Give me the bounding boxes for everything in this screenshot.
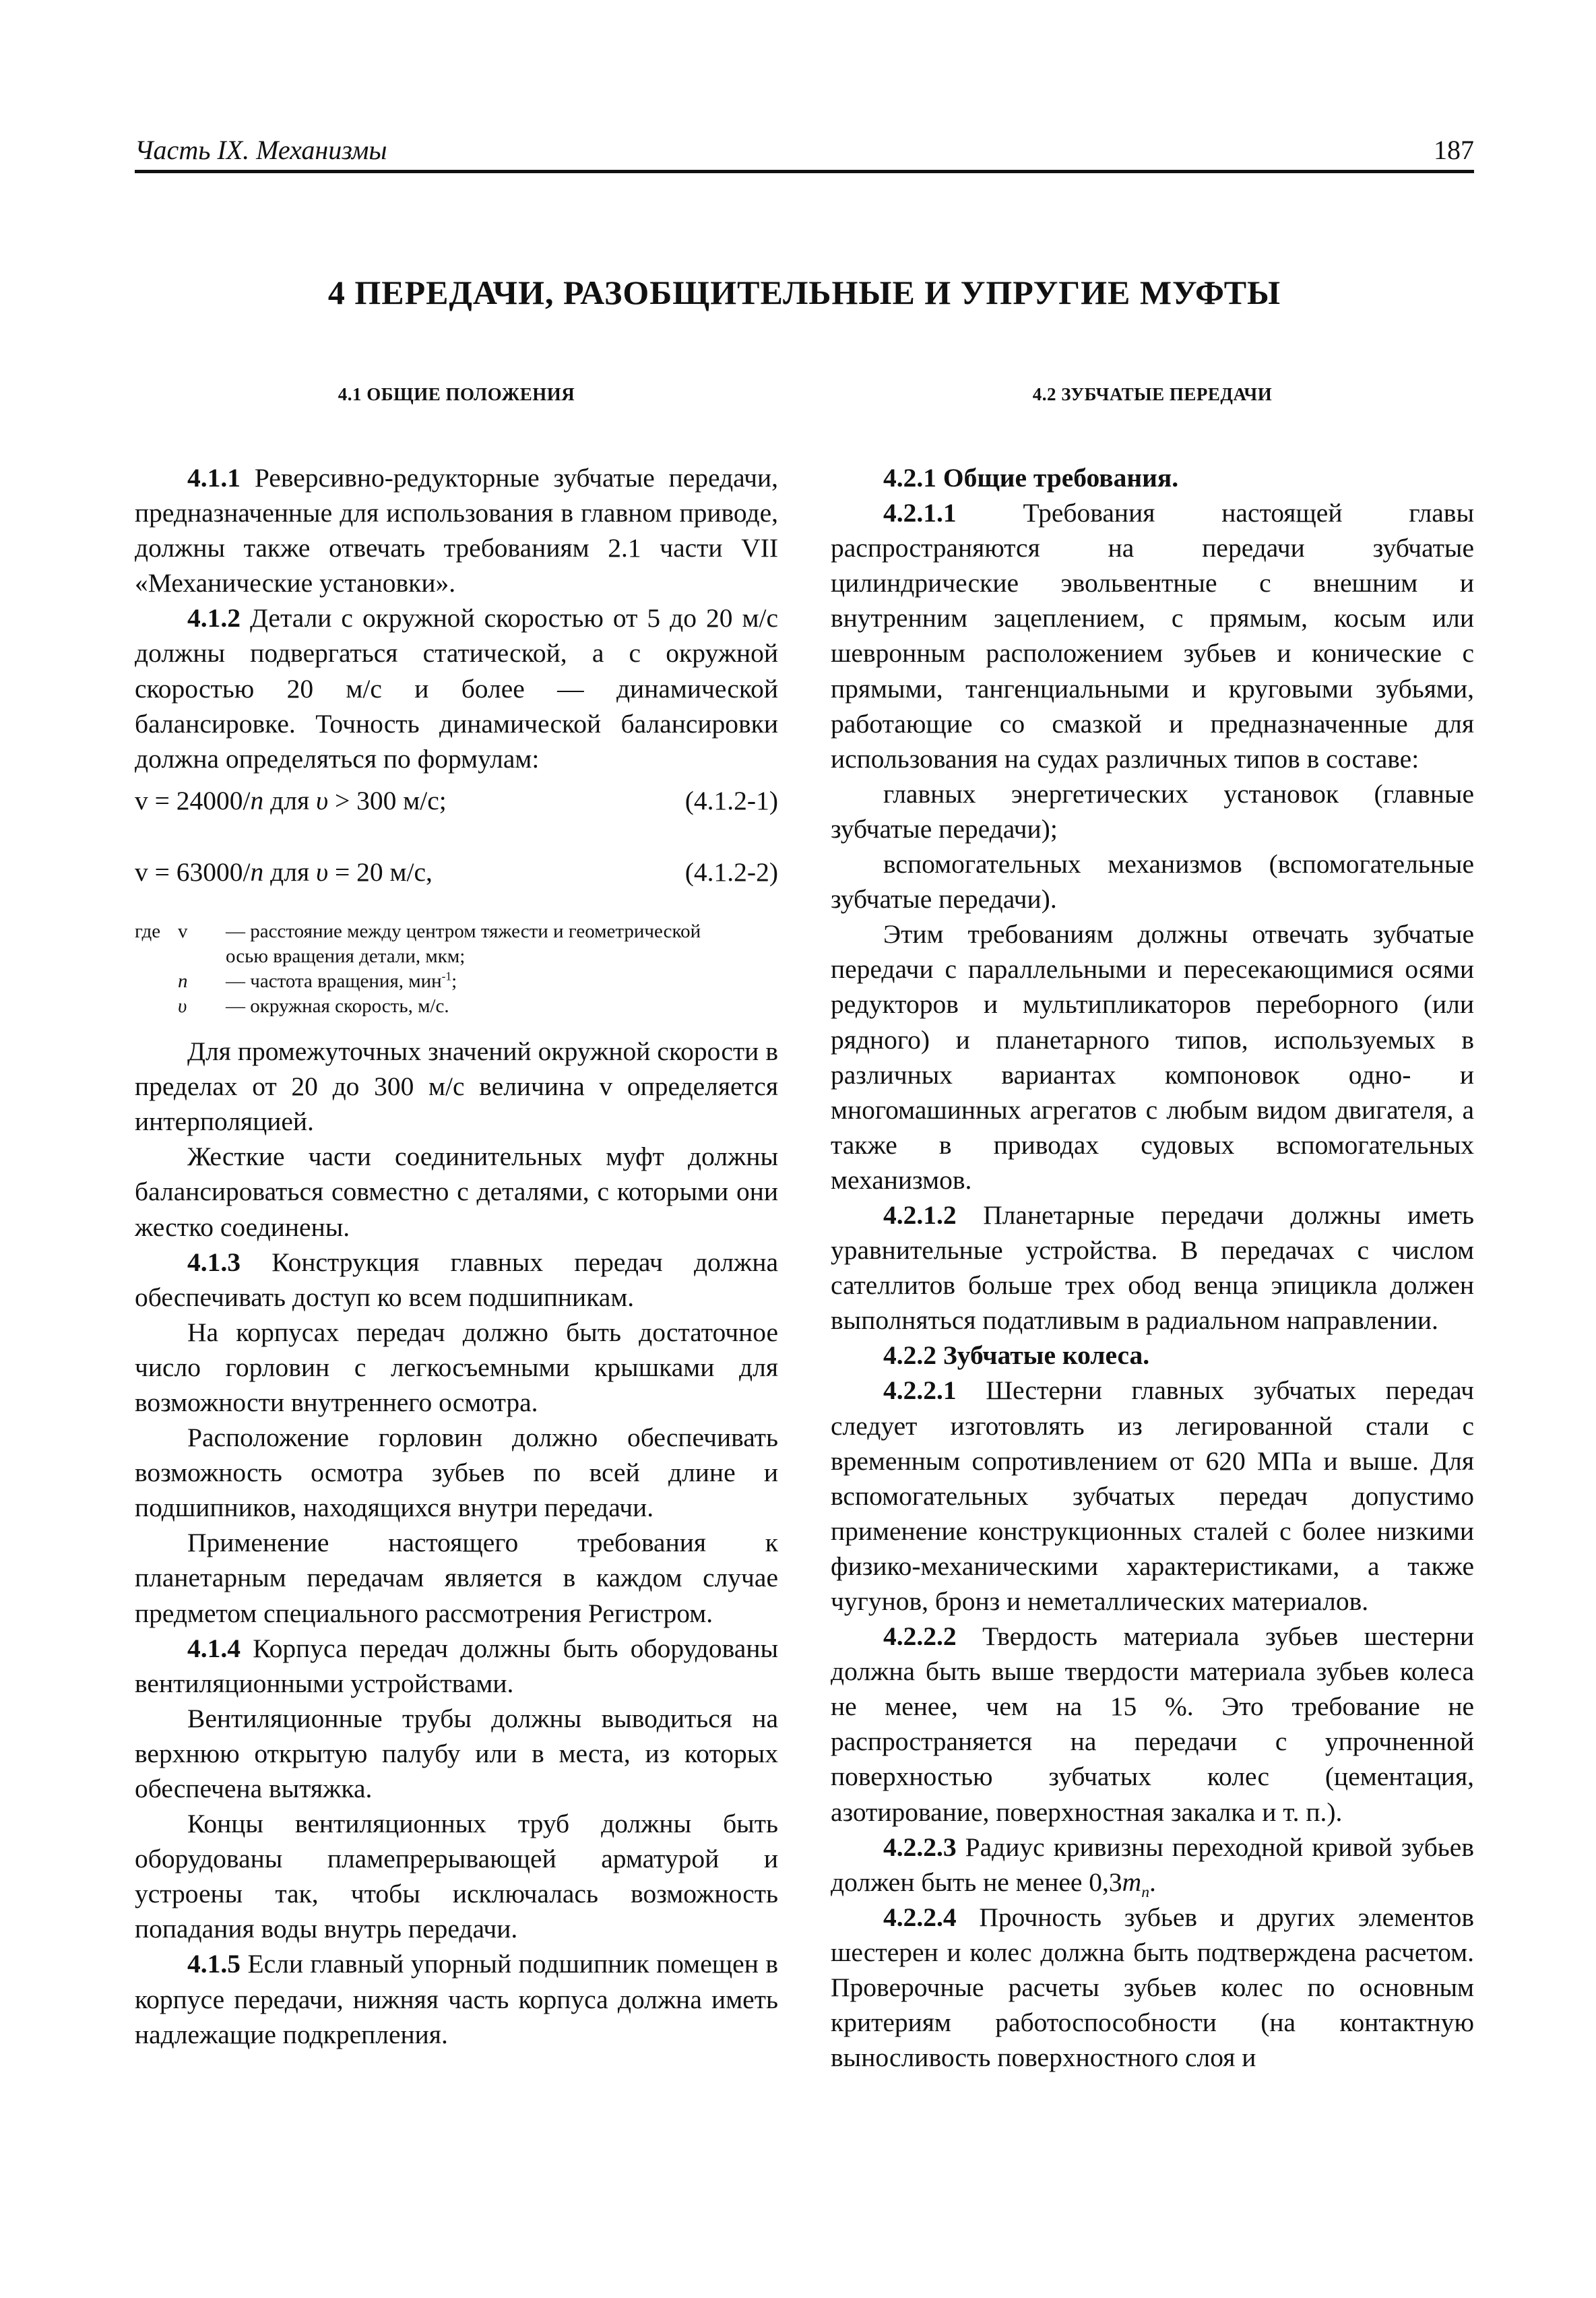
clause-number: 4.2.2.3 [883, 1832, 957, 1862]
paragraph: Расположение горловин должно обеспечивать возможность осмотра зубьев по всей длине и подшипников, находящихся внутри передачи. [135, 1423, 778, 1523]
part-title: Часть IX. Механизмы [135, 135, 387, 165]
formula-4-1-2-2 [135, 855, 778, 890]
paragraph: Этим требованиям должны отвечать зубчатые передачи с параллельными и пересекающимися осями редукторов и мультипликаторов переборного (или рядного) и планетарного типов, используемых в различных вариантах компоновок одно- и многомашинных агрегатов с любым видом двигателя, а также в приводах судовых вспомогательных механизмов. [831, 919, 1474, 1195]
page-number: 187 [1434, 135, 1474, 165]
formula-number: (4.1.2-1) [684, 785, 778, 815]
clause-number: 4.1.4 [187, 1633, 241, 1663]
paragraph: Вентиляционные трубы должны выводиться на верхнюю открытую палубу или в места, из которых обеспечена вытяжка. [135, 1703, 778, 1803]
clause-number: 4.2.1.1 [883, 498, 957, 528]
paragraph-4-1-2: 4.1.2 Детали с окружной скоростью от 5 до 20 м/с должны подвергаться статической, а с окружной скоростью 20 м/с и более — динамической балансировке. Точность динамической балансировки должна определяться по формулам: [135, 603, 778, 774]
paragraph-4-2-2-2: 4.2.2.2 Твердость материала зубьев шестерни должна быть выше твердости материала зубьев колеса не менее, чем на 15 %. Это требование не распространяется на передачи с упрочненной поверхностью зубчатых колес (цементация, азотирование, поверхностная закалка и т. п.). [831, 1621, 1474, 1827]
clause-number: 4.1.2 [187, 603, 241, 633]
clause-number: 4.2.2.4 [883, 1902, 957, 1932]
formula-expression: v = 24000/n для υ > 300 м/с; [135, 785, 447, 815]
legend-row-u: υ — окружная скорость, м/с. [178, 995, 449, 1018]
formula-4-1-2-1 [135, 783, 778, 818]
clause-number: 4.2.2.1 [883, 1375, 957, 1406]
paragraph-4-1-3: 4.1.3 Конструкция главных передач должна обеспечивать доступ ко всем подшипникам. [135, 1247, 778, 1312]
formula-legend: где v — расстояние между центром тяжести и геометрической осью вращения детали, мкм; n — частота вращения, мин$^{-1}$; υ — окружная скорость, м/с. [135, 919, 778, 1019]
paragraph-4-2-1-1: 4.2.1.1 Требования настоящей главы распространяются на передачи зубчатые цилиндрические эвольвентные с внешним и внутренним зацеплением, с прямым, косым или шевронным расположением зубьев и конические с прямыми, тангенциальными и круговыми зубьями, работающие со смазкой и предназначенные для использования на судах различных типов в составе: [831, 498, 1474, 774]
legend-row-v: где v — расстояние между центром тяжести и геометрической [135, 921, 701, 943]
running-header [135, 129, 1474, 173]
paragraph: Для промежуточных значений окружной скорости в пределах от 20 до 300 м/с величина v определяется интерполяцией. [135, 1036, 778, 1137]
chapter-title: 4 ПЕРЕДАЧИ, РАЗОБЩИТЕЛЬНЫЕ И УПРУГИЕ МУФТЫ [327, 274, 1281, 311]
paragraph: На корпусах передач должно быть достаточное число горловин с легкосъемными крышками для возможности внутреннего осмотра. [135, 1317, 778, 1417]
section-title-4-1: 4.1 ОБЩИЕ ПОЛОЖЕНИЯ [338, 384, 575, 404]
formula-expression: v = 63000/n для υ = 20 м/с, [135, 857, 433, 887]
paragraph-4-2-2-4: 4.2.2.4 Прочность зубьев и других элементов шестерен и колес должна быть подтверждена расчетом. Проверочные расчеты зубьев колес по основным критериям работоспособности (на контактную выносливость поверхностного слоя и [831, 1902, 1474, 2073]
clause-number: 4.2.1.2 [883, 1200, 957, 1230]
paragraph-4-1-1: 4.1.1 Реверсивно-редукторные зубчатые передачи, предназначенные для использования в главном приводе, должны также отвечать требованиям 2.1 части VII «Механические установки». [135, 463, 778, 598]
paragraph-4-1-4: 4.1.4 Корпуса передач должны быть оборудованы вентиляционными устройствами. [135, 1633, 778, 1698]
paragraph-4-2-1-2: 4.2.1.2 Планетарные передачи должны иметь уравнительные устройства. В передачах с числом сателлитов больше трех обод венца эпицикла должен выполняться податливым в радиальном направлении. [831, 1200, 1474, 1336]
paragraph: Концы вентиляционных труб должны быть оборудованы пламепрерывающей арматурой и устроены так, чтобы исключалась возможность попадания воды внутрь передачи. [135, 1809, 778, 1944]
left-column [135, 381, 778, 2052]
legend-row-n: n — частота вращения, мин$^{-1}$; [178, 969, 457, 993]
clause-number: 4.1.3 [187, 1247, 241, 1277]
heading-4-2-2: 4.2.2 Зубчатые колеса. [883, 1340, 1150, 1371]
clause-number: 4.1.5 [187, 1949, 241, 1979]
formula-number: (4.1.2-2) [684, 857, 778, 887]
section-title-4-2: 4.2 ЗУБЧАТЫЕ ПЕРЕДАЧИ [1032, 384, 1273, 404]
heading-4-2-1: 4.2.1 Общие требования. [883, 463, 1179, 493]
paragraph-4-2-2-1: 4.2.2.1 Шестерни главных зубчатых передач следует изготовлять из легированной стали с временным сопротивлением от 620 МПа и выше. Для вспомогательных зубчатых передач допустимо применение конструкционных сталей с более низкими физико-механическими характеристиками, а также чугунов, бронз и неметаллических материалов. [831, 1375, 1474, 1616]
paragraph: главных энергетических установок (главные зубчатые передачи); [831, 778, 1474, 844]
right-column [831, 381, 1474, 2075]
paragraph: Жесткие части соединительных муфт должны балансироваться совместно с деталями, с которыми они жестко соединены. [135, 1142, 778, 1242]
paragraph: вспомогательных механизмов (вспомогательные зубчатые передачи). [831, 849, 1474, 914]
paragraph-4-2-2-3: 4.2.2.3 Радиус кривизны переходной кривой зубьев должен быть не менее $0,3m_n$. [831, 1832, 1474, 1901]
paragraph: Применение настоящего требования к планетарным передачам является в каждом случае предметом специального рассмотрения Регистром. [135, 1528, 778, 1628]
clause-number: 4.2.2.2 [883, 1621, 957, 1652]
paragraph-4-1-5: 4.1.5 Если главный упорный подшипник помещен в корпусе передачи, нижняя часть корпуса должна иметь надлежащие подкрепления. [135, 1949, 778, 2049]
clause-number: 4.1.1 [187, 463, 241, 493]
